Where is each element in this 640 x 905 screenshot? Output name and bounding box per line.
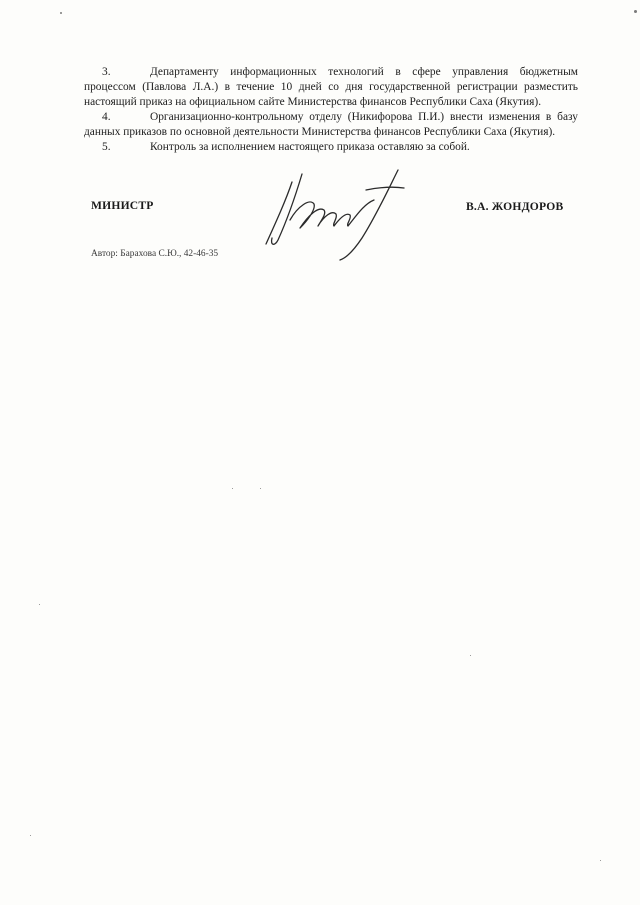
signature-stroke-5 — [366, 187, 404, 190]
scan-speck — [470, 655, 471, 656]
paragraph-5 — [84, 140, 578, 155]
handwritten-signature — [248, 160, 418, 270]
paragraph-3-text: Департаменту информационных технологий в сфере управления бюджетным процессом (Павлова Л.А.) в течение 10 дней со дня государственной регистрации разместить настоящий приказ на официальном сайте Министерства финансов Республики Саха (Якутия). — [84, 66, 581, 108]
paragraph-5-text: Контроль за исполнением настоящего приказа оставляю за собой. — [150, 141, 470, 153]
scan-speck — [634, 10, 637, 13]
scan-speck — [30, 835, 31, 836]
paragraph-4-text: Организационно-контрольному отделу (Никифорова П.И.) внести изменения в базу данных приказов по основной деятельности Министерства финансов Республики Саха (Якутия). — [84, 111, 581, 138]
scan-speck — [260, 488, 261, 489]
signature-stroke-1 — [266, 182, 292, 244]
paragraph-4-number: 4. — [102, 111, 111, 123]
scan-speck — [232, 488, 233, 489]
paragraph-3 — [84, 65, 581, 110]
paragraph-5-number: 5. — [102, 141, 111, 153]
scan-speck — [600, 860, 601, 861]
paragraph-3-number: 3. — [102, 66, 111, 78]
signatory-name: В.А. ЖОНДОРОВ — [466, 200, 564, 213]
scan-speck — [60, 12, 62, 14]
author-line: Автор: Барахова С.Ю., 42-46-35 — [91, 249, 219, 259]
scan-speck — [39, 604, 40, 605]
signature-stroke-3 — [290, 200, 374, 228]
signatory-position: МИНИСТР — [91, 199, 154, 212]
paragraph-4 — [84, 110, 581, 140]
